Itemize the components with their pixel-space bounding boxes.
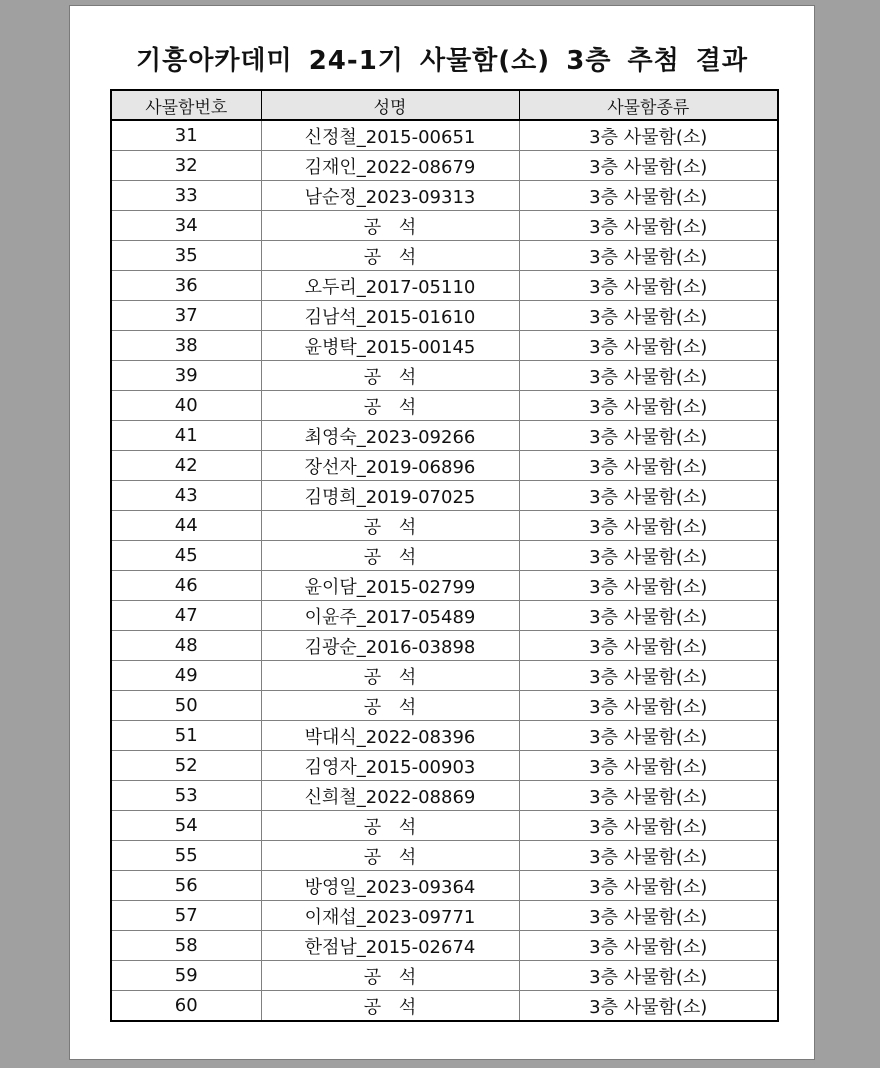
locker-number-cell: 57 <box>111 901 261 931</box>
name-cell: 오두리_2017-05110 <box>261 271 519 301</box>
document-page <box>69 5 815 1060</box>
locker-type-cell: 3층 사물함(소) <box>519 241 778 271</box>
locker-number-cell: 58 <box>111 931 261 961</box>
name-cell: 한점남_2015-02674 <box>261 931 519 961</box>
table-row <box>111 331 778 361</box>
locker-type-cell: 3층 사물함(소) <box>519 331 778 361</box>
table-row <box>111 961 778 991</box>
table-row <box>111 661 778 691</box>
locker-number-cell: 34 <box>111 211 261 241</box>
table-row <box>111 811 778 841</box>
table-row <box>111 871 778 901</box>
locker-type-cell: 3층 사물함(소) <box>519 361 778 391</box>
locker-number-cell: 59 <box>111 961 261 991</box>
locker-number-cell: 56 <box>111 871 261 901</box>
name-cell: 김광순_2016-03898 <box>261 631 519 661</box>
name-cell: 공 석 <box>261 841 519 871</box>
locker-number-cell: 39 <box>111 361 261 391</box>
name-cell: 장선자_2019-06896 <box>261 451 519 481</box>
locker-number-cell: 43 <box>111 481 261 511</box>
locker-number-cell: 32 <box>111 151 261 181</box>
locker-number-cell: 54 <box>111 811 261 841</box>
table-row <box>111 241 778 271</box>
name-cell: 최영숙_2023-09266 <box>261 421 519 451</box>
locker-type-cell: 3층 사물함(소) <box>519 151 778 181</box>
table-row <box>111 511 778 541</box>
locker-type-cell: 3층 사물함(소) <box>519 841 778 871</box>
table-row <box>111 601 778 631</box>
locker-number-cell: 44 <box>111 511 261 541</box>
name-cell: 공 석 <box>261 361 519 391</box>
locker-number-cell: 53 <box>111 781 261 811</box>
locker-type-cell: 3층 사물함(소) <box>519 751 778 781</box>
locker-number-cell: 49 <box>111 661 261 691</box>
name-cell: 공 석 <box>261 991 519 1022</box>
table-row <box>111 541 778 571</box>
name-cell: 김명희_2019-07025 <box>261 481 519 511</box>
table-row <box>111 361 778 391</box>
table-row <box>111 151 778 181</box>
locker-type-cell: 3층 사물함(소) <box>519 781 778 811</box>
name-cell: 윤병탁_2015-00145 <box>261 331 519 361</box>
locker-type-cell: 3층 사물함(소) <box>519 871 778 901</box>
locker-type-cell: 3층 사물함(소) <box>519 421 778 451</box>
table-row <box>111 631 778 661</box>
locker-type-cell: 3층 사물함(소) <box>519 571 778 601</box>
locker-number-cell: 36 <box>111 271 261 301</box>
locker-type-cell: 3층 사물함(소) <box>519 181 778 211</box>
locker-number-cell: 55 <box>111 841 261 871</box>
name-cell: 공 석 <box>261 211 519 241</box>
table-header-row <box>111 90 778 120</box>
locker-type-cell: 3층 사물함(소) <box>519 451 778 481</box>
table-row <box>111 271 778 301</box>
locker-number-cell: 37 <box>111 301 261 331</box>
table-row <box>111 481 778 511</box>
name-cell: 공 석 <box>261 661 519 691</box>
locker-type-cell: 3층 사물함(소) <box>519 301 778 331</box>
locker-number-cell: 60 <box>111 991 261 1022</box>
table-row <box>111 751 778 781</box>
table-row <box>111 721 778 751</box>
name-cell: 윤이담_2015-02799 <box>261 571 519 601</box>
name-cell: 남순정_2023-09313 <box>261 181 519 211</box>
locker-number-cell: 42 <box>111 451 261 481</box>
locker-number-cell: 33 <box>111 181 261 211</box>
locker-type-cell: 3층 사물함(소) <box>519 991 778 1022</box>
name-cell: 김남석_2015-01610 <box>261 301 519 331</box>
name-cell: 이재섭_2023-09771 <box>261 901 519 931</box>
name-cell: 김재인_2022-08679 <box>261 151 519 181</box>
name-cell: 방영일_2023-09364 <box>261 871 519 901</box>
table-row <box>111 211 778 241</box>
locker-type-cell: 3층 사물함(소) <box>519 541 778 571</box>
locker-number-cell: 31 <box>111 120 261 151</box>
name-cell: 공 석 <box>261 541 519 571</box>
table-row <box>111 781 778 811</box>
locker-type-cell: 3층 사물함(소) <box>519 931 778 961</box>
table-row <box>111 991 778 1022</box>
locker-number-cell: 46 <box>111 571 261 601</box>
locker-number-cell: 48 <box>111 631 261 661</box>
table-row <box>111 451 778 481</box>
table-row <box>111 120 778 151</box>
name-cell: 공 석 <box>261 241 519 271</box>
name-cell: 공 석 <box>261 511 519 541</box>
locker-number-cell: 52 <box>111 751 261 781</box>
locker-type-cell: 3층 사물함(소) <box>519 661 778 691</box>
locker-type-cell: 3층 사물함(소) <box>519 511 778 541</box>
name-cell: 공 석 <box>261 391 519 421</box>
locker-type-cell: 3층 사물함(소) <box>519 901 778 931</box>
locker-type-cell: 3층 사물함(소) <box>519 811 778 841</box>
column-header-locker-type: 사물함종류 <box>519 90 778 120</box>
name-cell: 김영자_2015-00903 <box>261 751 519 781</box>
name-cell: 공 석 <box>261 961 519 991</box>
locker-type-cell: 3층 사물함(소) <box>519 601 778 631</box>
locker-type-cell: 3층 사물함(소) <box>519 691 778 721</box>
name-cell: 공 석 <box>261 691 519 721</box>
table-row <box>111 571 778 601</box>
table-row <box>111 901 778 931</box>
locker-type-cell: 3층 사물함(소) <box>519 721 778 751</box>
locker-type-cell: 3층 사물함(소) <box>519 631 778 661</box>
locker-type-cell: 3층 사물함(소) <box>519 961 778 991</box>
table-row <box>111 391 778 421</box>
table-row <box>111 301 778 331</box>
name-cell: 신정철_2015-00651 <box>261 120 519 151</box>
table-row <box>111 181 778 211</box>
locker-number-cell: 47 <box>111 601 261 631</box>
locker-number-cell: 50 <box>111 691 261 721</box>
locker-number-cell: 41 <box>111 421 261 451</box>
name-cell: 신희철_2022-08869 <box>261 781 519 811</box>
column-header-name: 성명 <box>261 90 519 120</box>
locker-type-cell: 3층 사물함(소) <box>519 120 778 151</box>
name-cell: 공 석 <box>261 811 519 841</box>
locker-results-table <box>110 89 779 1022</box>
locker-type-cell: 3층 사물함(소) <box>519 391 778 421</box>
locker-number-cell: 51 <box>111 721 261 751</box>
table-body <box>111 120 778 1021</box>
locker-type-cell: 3층 사물함(소) <box>519 211 778 241</box>
locker-type-cell: 3층 사물함(소) <box>519 271 778 301</box>
name-cell: 박대식_2022-08396 <box>261 721 519 751</box>
locker-number-cell: 38 <box>111 331 261 361</box>
table-row <box>111 931 778 961</box>
column-header-locker-number: 사물함번호 <box>111 90 261 120</box>
locker-number-cell: 40 <box>111 391 261 421</box>
table-row <box>111 421 778 451</box>
locker-number-cell: 35 <box>111 241 261 271</box>
name-cell: 이윤주_2017-05489 <box>261 601 519 631</box>
locker-number-cell: 45 <box>111 541 261 571</box>
page-title: 기흥아카데미 24-1기 사물함(소) 3층 추첨 결과 <box>135 46 749 76</box>
locker-type-cell: 3층 사물함(소) <box>519 481 778 511</box>
table-row <box>111 841 778 871</box>
table-row <box>111 691 778 721</box>
